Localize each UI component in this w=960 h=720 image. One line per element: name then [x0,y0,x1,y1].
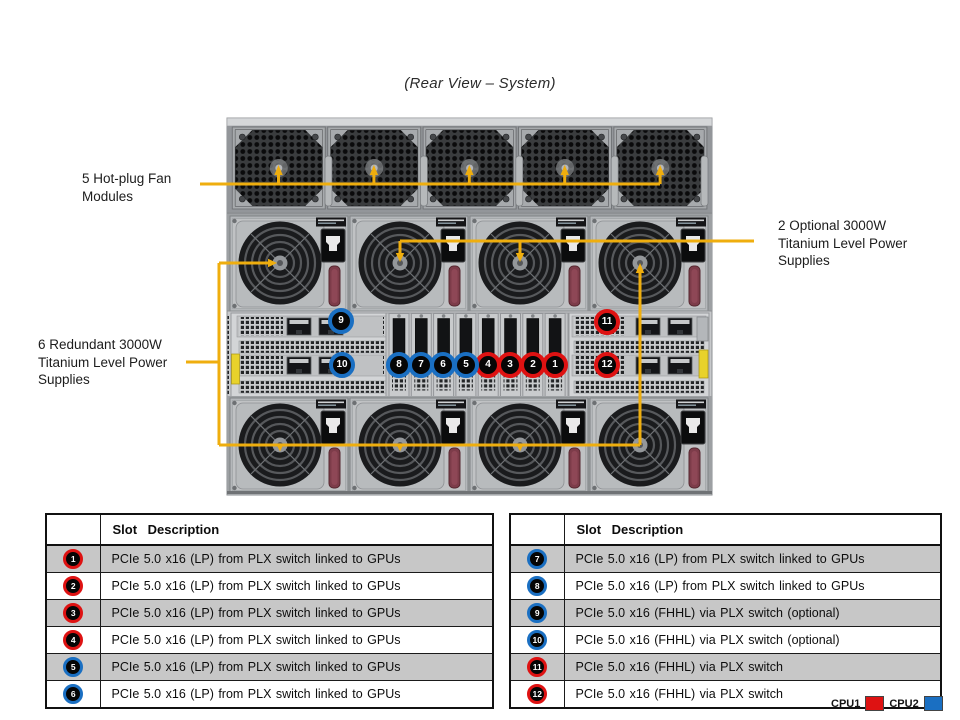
slot-badge: 8 [386,352,412,378]
table-row [510,654,941,681]
pcie-slot-bracket [545,314,565,397]
slot-description-cell: PCIe 5.0 x16 (FHHL) via PLX switch (optional) [564,600,941,627]
slot-badge-cell [510,600,564,627]
slot-column-header [46,514,100,545]
slot-description-cell: PCIe 5.0 x16 (LP) from PLX switch linked to GPUs [100,545,493,573]
slot-badge: 7 [527,549,547,569]
slot-badge-cell [46,573,100,600]
pcie-slot-bracket [478,314,498,397]
slot-badge: 5 [63,657,83,677]
description-column-header: Slot Description [564,514,941,545]
slot-badge-cell [46,600,100,627]
slot-badge-cell [510,627,564,654]
slot-description-cell: PCIe 5.0 x16 (LP) from PLX switch linked to GPUs [100,681,493,709]
slot-description-cell: PCIe 5.0 x16 (LP) from PLX switch linked to GPUs [564,545,941,573]
slot-description-cell: PCIe 5.0 x16 (FHHL) via PLX switch (optional) [564,627,941,654]
table-row [46,573,493,600]
psu-unit [470,216,588,311]
slot-badge-cell [510,654,564,681]
psu-unit [350,216,468,311]
slot-badge: 2 [63,576,83,596]
slot-badge: 10 [329,352,355,378]
table-row [510,627,941,654]
slot-description-cell: PCIe 5.0 x16 (LP) from PLX switch linked to GPUs [100,600,493,627]
table-row [46,681,493,709]
slot-badge: 8 [527,576,547,596]
description-column-header: Slot Description [100,514,493,545]
slot-badge: 12 [594,352,620,378]
slot-badge: 6 [430,352,456,378]
slot-description-cell: PCIe 5.0 x16 (LP) from PLX switch linked to GPUs [100,654,493,681]
cpu2-color-swatch [924,696,943,711]
slot-badge: 9 [527,603,547,623]
pcie-slot-bracket [411,314,431,397]
ethernet-port [287,318,311,335]
slot-description-cell: PCIe 5.0 x16 (LP) from PLX switch linked to GPUs [100,627,493,654]
table-header-row [46,514,493,545]
ethernet-port [287,357,311,374]
slot-badge: 5 [453,352,479,378]
slot-badge: 4 [475,352,501,378]
slot-table-left [45,513,494,709]
ethernet-port [319,318,343,335]
table-row [510,545,941,573]
slot-table-right [509,513,942,709]
slot-badge: 9 [328,308,354,334]
ethernet-port [319,357,343,374]
slot-badge: 6 [63,684,83,704]
slot-badge: 11 [594,309,620,335]
optional-psu-callout-label: 2 Optional 3000W Titanium Level Power Supplies [778,218,908,268]
cpu1-label: CPU1 [831,697,861,710]
table-row [46,600,493,627]
pcie-slot-bracket [523,314,543,397]
slot-badge-cell [46,681,100,709]
table-row [510,600,941,627]
table-header-row [510,514,941,545]
pcie-slot-bracket [456,314,476,397]
slot-badge-cell [46,654,100,681]
slot-badge: 3 [497,352,523,378]
slot-description-cell: PCIe 5.0 x16 (LP) from PLX switch linked to GPUs [100,573,493,600]
slot-description-cell: PCIe 5.0 x16 (FHHL) via PLX switch [564,681,941,709]
slot-badge-cell [510,681,564,709]
ethernet-port [668,357,692,374]
slot-badge-cell [510,545,564,573]
slot-badge: 1 [542,352,568,378]
slot-badge: 1 [63,549,83,569]
pcie-slot-bracket [434,314,454,397]
slot-description-cell: PCIe 5.0 x16 (FHHL) via PLX switch [564,654,941,681]
psu-unit [590,216,708,311]
table-row [510,573,941,600]
warning-sticker [232,354,240,384]
cpu-legend [831,696,943,711]
redundant-psu-callout-label: 6 Redundant 3000W Titanium Level Power Supplies [38,337,168,387]
table-row [46,654,493,681]
cpu2-label: CPU2 [889,697,919,710]
slot-badge-cell [46,545,100,573]
warning-sticker [699,350,708,378]
page-title: (Rear View – System) [404,75,556,92]
pcie-slot-bracket [389,314,409,397]
slot-badge-cell [46,627,100,654]
slot-badge: 2 [520,352,546,378]
slot-badge: 10 [527,630,547,650]
pcie-slot-bracket [501,314,521,397]
table-row [46,545,493,573]
slot-badge: 3 [63,603,83,623]
slot-description-cell: PCIe 5.0 x16 (LP) from PLX switch linked to GPUs [564,573,941,600]
slot-badge-cell [510,573,564,600]
cpu1-color-swatch [865,696,884,711]
slot-badge: 7 [408,352,434,378]
slot-badge: 4 [63,630,83,650]
table-row [46,627,493,654]
slot-badge: 11 [527,657,547,677]
slot-badge: 12 [527,684,547,704]
ethernet-port [668,318,692,335]
fans-callout-label: 5 Hot-plug Fan Modules [82,171,172,204]
slot-column-header [510,514,564,545]
